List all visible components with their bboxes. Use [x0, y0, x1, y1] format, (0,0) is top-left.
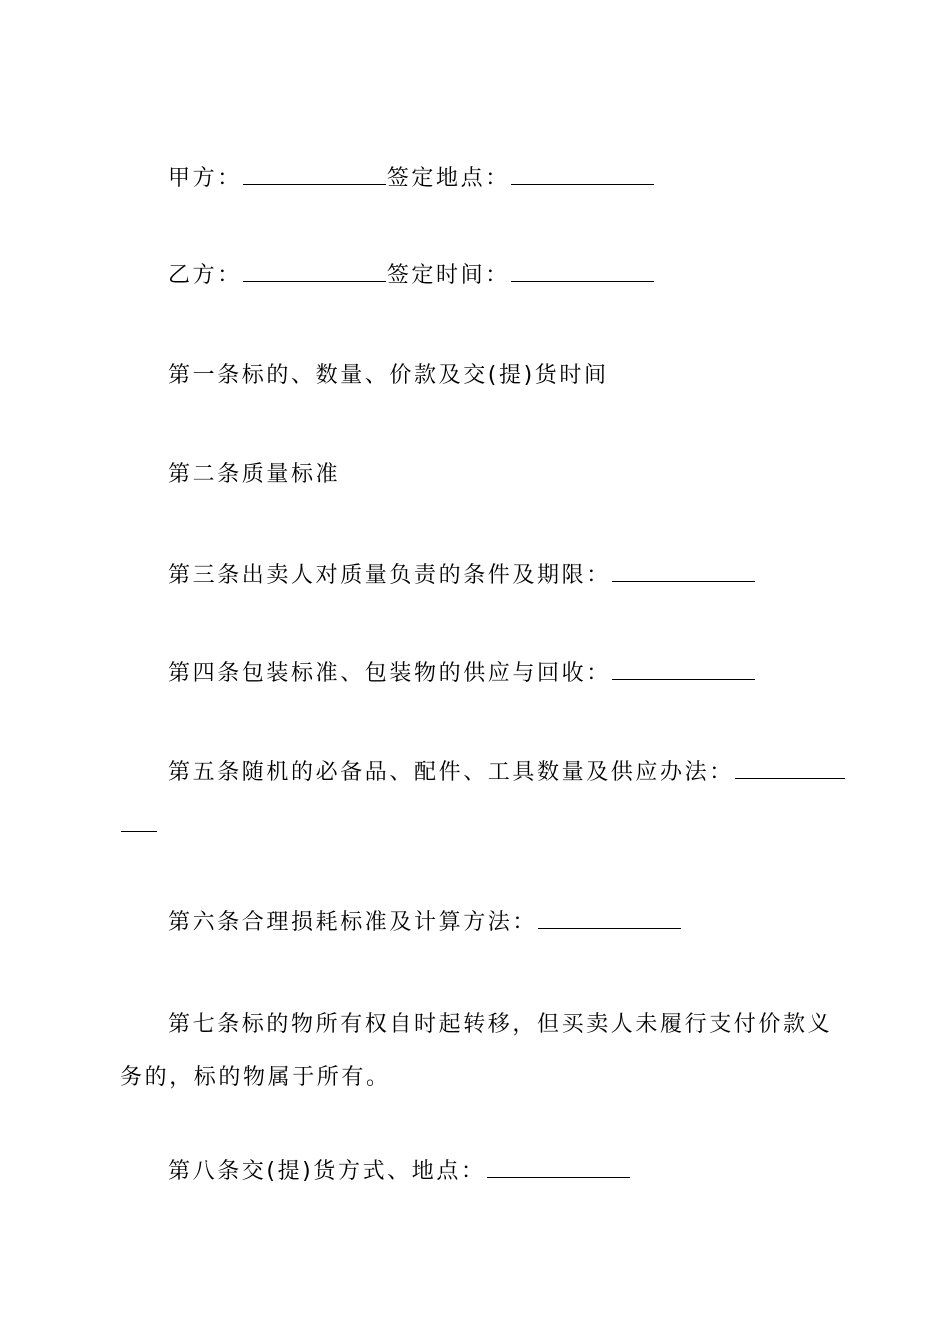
- clause-5-text: 第五条随机的必备品、配件、工具数量及供应办法：: [168, 760, 734, 785]
- clause-5-blank-continued: [121, 811, 157, 832]
- clause-7-line-2: [120, 1063, 836, 1093]
- clause-1: [120, 361, 884, 391]
- clause-6: [120, 908, 884, 938]
- clause-1-text: 第一条标的、数量、价款及交(提)货时间: [168, 363, 609, 388]
- party-b-label: 乙方：: [168, 263, 242, 288]
- clause-4-text: 第四条包装标准、包装物的供应与回收：: [168, 661, 611, 686]
- clause-4-blank: [612, 659, 755, 680]
- sign-place-blank: [511, 164, 654, 185]
- sign-time-blank: [511, 261, 654, 282]
- clause-2: [120, 460, 884, 490]
- clause-8-text: 第八条交(提)货方式、地点：: [168, 1159, 486, 1184]
- party-a-blank: [243, 164, 386, 185]
- clause-3-text: 第三条出卖人对质量负责的条件及期限：: [168, 563, 611, 588]
- clause-2-text: 第二条质量标准: [168, 462, 341, 487]
- clause-5-blank: [735, 758, 845, 779]
- clause-5: [120, 758, 884, 788]
- sign-place-label: 签定地点：: [386, 166, 510, 191]
- clause-5-continuation: [120, 811, 836, 841]
- clause-7-line-1: [120, 1010, 884, 1040]
- party-a-row: [120, 164, 884, 194]
- clause-7-text-1: 第七条标的物所有权自时起转移，但买卖人未履行支付价款义: [168, 1012, 833, 1037]
- clause-6-blank: [538, 908, 681, 929]
- clause-4: [120, 659, 884, 689]
- clause-6-text: 第六条合理损耗标准及计算方法：: [168, 910, 538, 935]
- party-b-row: [120, 261, 884, 291]
- party-b-blank: [243, 261, 386, 282]
- party-a-label: 甲方：: [168, 166, 242, 191]
- clause-3: [120, 561, 884, 591]
- clause-8-blank: [487, 1157, 630, 1178]
- sign-time-label: 签定时间：: [386, 263, 510, 288]
- clause-7-text-2: 务的，标的物属于所有。: [120, 1065, 391, 1090]
- clause-3-blank: [612, 561, 755, 582]
- clause-8: [120, 1157, 884, 1187]
